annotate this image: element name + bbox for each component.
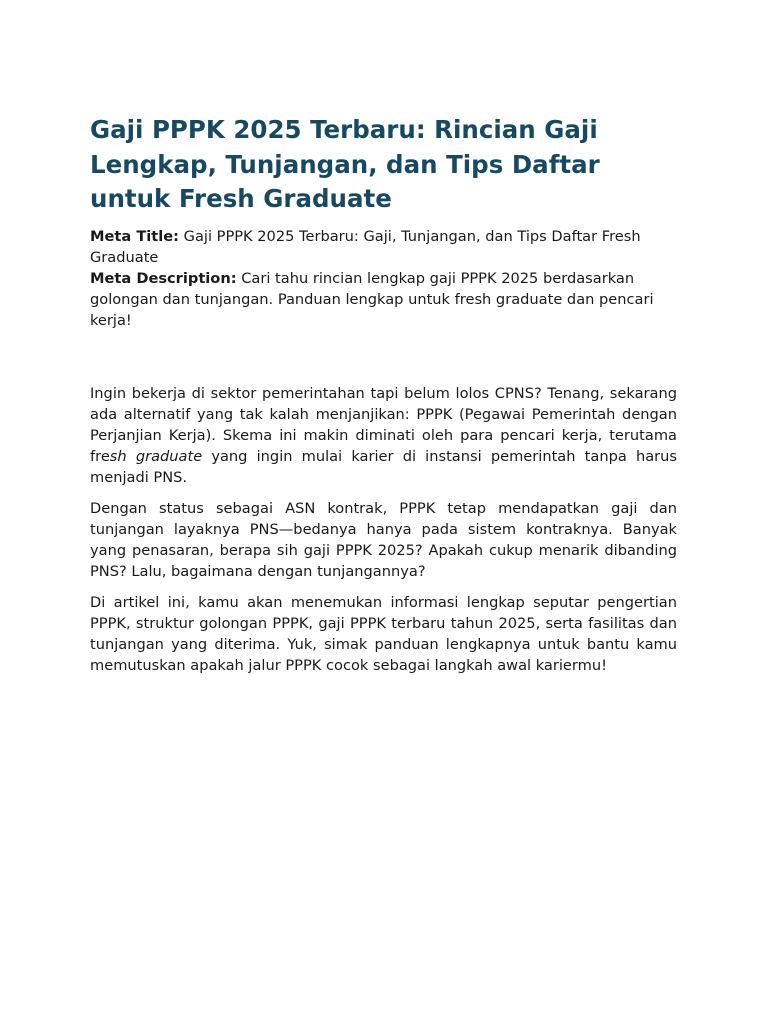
document-page (90, 113, 677, 686)
meta-description-line (90, 268, 677, 331)
article-body (90, 383, 677, 676)
meta-description-value: Cari tahu rincian lengkap gaji PPPK 2025 berdasarkan golongan dan tunjangan. Panduan lengkap untuk fresh graduate dan pencari kerja! (90, 269, 654, 329)
meta-title-value: Gaji PPPK 2025 Terbaru: Gaji, Tunjangan, dan Tips Daftar Fresh Graduate (90, 227, 641, 266)
article-title: Gaji PPPK 2025 Terbaru: Rincian Gaji Lengkap, Tunjangan, dan Tips Daftar untuk Fresh Graduate (90, 115, 600, 213)
paragraph-intro-part2: yang ingin mulai karier di instansi pemerintah tanpa harus menjadi PNS. (90, 447, 677, 486)
meta-title-label: Meta Title: (90, 227, 179, 245)
paragraph-intro (90, 383, 677, 488)
meta-description-label: Meta Description: (90, 269, 237, 287)
meta-block (90, 226, 677, 331)
paragraph-overview: Di artikel ini, kamu akan menemukan informasi lengkap seputar pengertian PPPK, struktur golongan PPPK, gaji PPPK terbaru tahun 2025, serta fasilitas dan tunjangan yang diterima. Yuk, simak panduan lengkapnya untuk bantu kamu memutuskan apakah jalur PPPK cocok sebagai langkah awal kariermu! (90, 593, 677, 674)
paragraph-intro-italic: sh graduate (109, 447, 203, 465)
meta-title-line (90, 226, 677, 268)
paragraph-status: Dengan status sebagai ASN kontrak, PPPK tetap mendapatkan gaji dan tunjangan layaknya PNS—bedanya hanya pada sistem kontraknya. Banyak yang penasaran, berapa sih gaji PPPK 2025? Apakah cukup menarik dibanding PNS? Lalu, bagaimana dengan tunjangannya? (90, 499, 677, 580)
paragraph-intro-part1: Ingin bekerja di sektor pemerintahan tapi belum lolos CPNS? Tenang, sekarang ada alternatif yang tak kalah menjanjikan: PPPK (Pegawai Pemerintah dengan Perjanjian Kerja). Skema ini makin diminati oleh para pencari kerja, terutama fre (90, 384, 677, 465)
